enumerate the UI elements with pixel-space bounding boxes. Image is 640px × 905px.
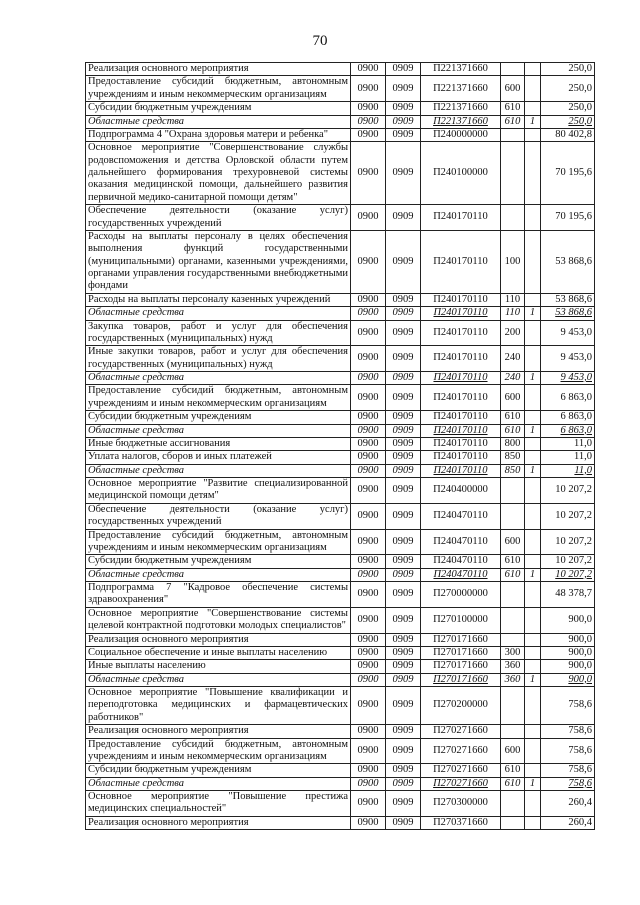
row-ministry-code: 0900 (351, 372, 386, 385)
row-name: Иные закупки товаров, работ и услуг для обеспечения государственных (муниципальных) нужд (86, 346, 351, 372)
row-expense-type: 850 (501, 451, 525, 464)
row-name: Областные средства (86, 424, 351, 437)
row-ministry-code: 0900 (351, 478, 386, 504)
row-expense-type (501, 687, 525, 725)
row-section-code: 0909 (386, 102, 421, 115)
row-target-article: П270000000 (421, 582, 501, 608)
row-ministry-code: 0900 (351, 582, 386, 608)
row-target-article: П221371660 (421, 76, 501, 102)
row-expense-type: 600 (501, 76, 525, 102)
row-expense-type: 600 (501, 385, 525, 411)
row-expense-type: 610 (501, 555, 525, 568)
row-section-code: 0909 (386, 777, 421, 790)
row-funding-source (525, 320, 541, 346)
row-ministry-code: 0900 (351, 115, 386, 128)
row-expense-type: 360 (501, 673, 525, 686)
row-section-code: 0909 (386, 372, 421, 385)
row-ministry-code: 0900 (351, 607, 386, 633)
row-funding-source (525, 816, 541, 829)
table-row (86, 63, 595, 76)
row-target-article: П221371660 (421, 102, 501, 115)
row-funding-source: 1 (525, 464, 541, 477)
row-amount: 900,0 (541, 673, 595, 686)
row-ministry-code: 0900 (351, 385, 386, 411)
row-target-article: П270271660 (421, 725, 501, 738)
row-name: Подпрограмма 7 "Кадровое обеспечение системы здравоохранения" (86, 582, 351, 608)
row-funding-source (525, 633, 541, 646)
row-amount: 900,0 (541, 646, 595, 659)
row-name: Предоставление субсидий бюджетным, автономным учреждениям и иным некоммерческим организациям (86, 529, 351, 555)
row-section-code: 0909 (386, 424, 421, 437)
row-target-article: П240170110 (421, 320, 501, 346)
row-section-code: 0909 (386, 764, 421, 777)
row-expense-type: 610 (501, 568, 525, 581)
row-ministry-code: 0900 (351, 320, 386, 346)
table-row (86, 478, 595, 504)
row-ministry-code: 0900 (351, 464, 386, 477)
row-funding-source: 1 (525, 673, 541, 686)
row-amount: 10 207,2 (541, 568, 595, 581)
row-funding-source: 1 (525, 372, 541, 385)
row-funding-source (525, 725, 541, 738)
row-funding-source: 1 (525, 777, 541, 790)
row-target-article: П240170110 (421, 424, 501, 437)
table-row (86, 142, 595, 205)
row-ministry-code: 0900 (351, 555, 386, 568)
row-section-code: 0909 (386, 411, 421, 424)
row-amount: 9 453,0 (541, 346, 595, 372)
row-target-article: П240000000 (421, 128, 501, 141)
table-row (86, 102, 595, 115)
row-target-article: П240470110 (421, 503, 501, 529)
row-amount: 70 195,6 (541, 142, 595, 205)
table-row (86, 725, 595, 738)
row-target-article: П240470110 (421, 529, 501, 555)
row-target-article: П270171660 (421, 646, 501, 659)
row-amount: 900,0 (541, 660, 595, 673)
row-section-code: 0909 (386, 607, 421, 633)
row-amount: 10 207,2 (541, 478, 595, 504)
row-funding-source (525, 205, 541, 231)
row-funding-source (525, 63, 541, 76)
row-ministry-code: 0900 (351, 128, 386, 141)
row-section-code: 0909 (386, 738, 421, 764)
row-target-article: П240470110 (421, 568, 501, 581)
row-amount: 758,6 (541, 738, 595, 764)
row-expense-type (501, 607, 525, 633)
row-ministry-code: 0900 (351, 424, 386, 437)
row-funding-source: 1 (525, 307, 541, 320)
row-expense-type: 610 (501, 424, 525, 437)
row-funding-source (525, 346, 541, 372)
table-row (86, 791, 595, 817)
row-funding-source (525, 478, 541, 504)
table-row (86, 385, 595, 411)
row-funding-source (525, 503, 541, 529)
row-section-code: 0909 (386, 503, 421, 529)
row-name: Основное мероприятие "Повышение квалификации и переподготовка медицинских и фармацевтических работников" (86, 687, 351, 725)
table-row-regional-funds (86, 673, 595, 686)
row-target-article: П240400000 (421, 478, 501, 504)
row-target-article: П240170110 (421, 372, 501, 385)
row-target-article: П240170110 (421, 230, 501, 293)
table-row (86, 816, 595, 829)
row-name: Основное мероприятие "Повышение престижа медицинских специальностей" (86, 791, 351, 817)
row-funding-source (525, 128, 541, 141)
row-amount: 11,0 (541, 464, 595, 477)
row-target-article: П270271660 (421, 777, 501, 790)
row-section-code: 0909 (386, 115, 421, 128)
row-amount: 758,6 (541, 725, 595, 738)
row-ministry-code: 0900 (351, 738, 386, 764)
row-name: Предоставление субсидий бюджетным, автономным учреждениям и иным некоммерческим организациям (86, 76, 351, 102)
row-expense-type: 600 (501, 738, 525, 764)
table-row (86, 582, 595, 608)
row-funding-source (525, 607, 541, 633)
row-name: Социальное обеспечение и иные выплаты населению (86, 646, 351, 659)
table-row-regional-funds (86, 372, 595, 385)
row-name: Реализация основного мероприятия (86, 633, 351, 646)
row-target-article: П240170110 (421, 205, 501, 231)
row-ministry-code: 0900 (351, 764, 386, 777)
row-amount: 10 207,2 (541, 503, 595, 529)
row-name: Предоставление субсидий бюджетным, автономным учреждениям и иным некоммерческим организациям (86, 738, 351, 764)
row-funding-source (525, 660, 541, 673)
row-target-article: П270300000 (421, 791, 501, 817)
row-ministry-code: 0900 (351, 777, 386, 790)
row-section-code: 0909 (386, 320, 421, 346)
row-name: Закупка товаров, работ и услуг для обеспечения государственных (муниципальных) нужд (86, 320, 351, 346)
table-row (86, 320, 595, 346)
table-row (86, 128, 595, 141)
row-amount: 48 378,7 (541, 582, 595, 608)
row-section-code: 0909 (386, 346, 421, 372)
row-section-code: 0909 (386, 478, 421, 504)
row-ministry-code: 0900 (351, 687, 386, 725)
row-expense-type: 110 (501, 293, 525, 306)
row-expense-type (501, 725, 525, 738)
row-name: Областные средства (86, 568, 351, 581)
row-funding-source (525, 529, 541, 555)
row-name: Субсидии бюджетным учреждениям (86, 411, 351, 424)
row-expense-type: 240 (501, 372, 525, 385)
table-row (86, 607, 595, 633)
row-name: Областные средства (86, 372, 351, 385)
row-section-code: 0909 (386, 142, 421, 205)
page-number: 70 (312, 33, 328, 49)
row-target-article: П270271660 (421, 738, 501, 764)
row-section-code: 0909 (386, 633, 421, 646)
table-row (86, 293, 595, 306)
row-target-article: П270200000 (421, 687, 501, 725)
row-target-article: П221371660 (421, 115, 501, 128)
row-section-code: 0909 (386, 76, 421, 102)
table-row (86, 503, 595, 529)
row-section-code: 0909 (386, 307, 421, 320)
row-expense-type: 600 (501, 529, 525, 555)
row-target-article: П270171660 (421, 660, 501, 673)
row-target-article: П240170110 (421, 451, 501, 464)
table-row (86, 633, 595, 646)
row-section-code: 0909 (386, 205, 421, 231)
row-expense-type: 610 (501, 777, 525, 790)
row-name: Субсидии бюджетным учреждениям (86, 764, 351, 777)
row-target-article: П240470110 (421, 555, 501, 568)
row-amount: 53 868,6 (541, 230, 595, 293)
row-name: Реализация основного мероприятия (86, 725, 351, 738)
row-ministry-code: 0900 (351, 451, 386, 464)
row-expense-type: 610 (501, 102, 525, 115)
row-amount: 11,0 (541, 451, 595, 464)
table-row-regional-funds (86, 115, 595, 128)
row-amount: 9 453,0 (541, 372, 595, 385)
row-section-code: 0909 (386, 63, 421, 76)
row-amount: 80 402,8 (541, 128, 595, 141)
row-expense-type (501, 142, 525, 205)
row-expense-type: 850 (501, 464, 525, 477)
row-ministry-code: 0900 (351, 76, 386, 102)
row-amount: 900,0 (541, 633, 595, 646)
row-amount: 250,0 (541, 102, 595, 115)
row-funding-source (525, 293, 541, 306)
row-amount: 11,0 (541, 437, 595, 450)
row-amount: 758,6 (541, 687, 595, 725)
row-amount: 53 868,6 (541, 293, 595, 306)
row-section-code: 0909 (386, 660, 421, 673)
row-target-article: П240170110 (421, 385, 501, 411)
row-section-code: 0909 (386, 230, 421, 293)
row-amount: 70 195,6 (541, 205, 595, 231)
row-name: Основное мероприятие "Совершенствование системы целевой контрактной подготовки молодых специалистов" (86, 607, 351, 633)
row-name: Уплата налогов, сборов и иных платежей (86, 451, 351, 464)
row-funding-source (525, 791, 541, 817)
row-section-code: 0909 (386, 464, 421, 477)
row-section-code: 0909 (386, 451, 421, 464)
row-name: Областные средства (86, 777, 351, 790)
table-row (86, 738, 595, 764)
row-expense-type: 800 (501, 437, 525, 450)
row-name: Реализация основного мероприятия (86, 63, 351, 76)
table-row (86, 660, 595, 673)
row-amount: 260,4 (541, 816, 595, 829)
table-row-regional-funds (86, 464, 595, 477)
row-ministry-code: 0900 (351, 633, 386, 646)
row-funding-source (525, 764, 541, 777)
table-row (86, 230, 595, 293)
row-section-code: 0909 (386, 529, 421, 555)
row-section-code: 0909 (386, 673, 421, 686)
row-expense-type: 240 (501, 346, 525, 372)
row-ministry-code: 0900 (351, 529, 386, 555)
row-amount: 250,0 (541, 63, 595, 76)
row-expense-type (501, 791, 525, 817)
row-section-code: 0909 (386, 128, 421, 141)
row-expense-type (501, 582, 525, 608)
row-name: Областные средства (86, 115, 351, 128)
row-funding-source (525, 451, 541, 464)
table-row (86, 555, 595, 568)
table-row (86, 529, 595, 555)
row-section-code: 0909 (386, 555, 421, 568)
row-amount: 758,6 (541, 777, 595, 790)
row-funding-source (525, 102, 541, 115)
row-ministry-code: 0900 (351, 725, 386, 738)
table-row-regional-funds (86, 424, 595, 437)
table-row (86, 76, 595, 102)
row-section-code: 0909 (386, 385, 421, 411)
row-target-article: П240170110 (421, 293, 501, 306)
row-expense-type: 360 (501, 660, 525, 673)
table-row (86, 451, 595, 464)
row-target-article: П270171660 (421, 673, 501, 686)
row-section-code: 0909 (386, 725, 421, 738)
row-name: Подпрограмма 4 "Охрана здоровья матери и ребенка" (86, 128, 351, 141)
row-expense-type (501, 63, 525, 76)
row-target-article: П240170110 (421, 307, 501, 320)
row-expense-type (501, 205, 525, 231)
row-ministry-code: 0900 (351, 660, 386, 673)
row-amount: 250,0 (541, 76, 595, 102)
row-expense-type: 100 (501, 230, 525, 293)
budget-table (85, 62, 595, 830)
row-name: Субсидии бюджетным учреждениям (86, 102, 351, 115)
row-amount: 6 863,0 (541, 385, 595, 411)
row-amount: 900,0 (541, 607, 595, 633)
table-row (86, 687, 595, 725)
row-name: Основное мероприятие "Развитие специализированной медицинской помощи детям" (86, 478, 351, 504)
row-target-article: П270100000 (421, 607, 501, 633)
table-row (86, 646, 595, 659)
row-funding-source (525, 738, 541, 764)
row-target-article: П240170110 (421, 464, 501, 477)
budget-table-body (86, 63, 595, 830)
row-amount: 53 868,6 (541, 307, 595, 320)
row-ministry-code: 0900 (351, 411, 386, 424)
row-amount: 250,0 (541, 115, 595, 128)
row-ministry-code: 0900 (351, 437, 386, 450)
table-row (86, 346, 595, 372)
row-section-code: 0909 (386, 646, 421, 659)
row-funding-source: 1 (525, 568, 541, 581)
table-row (86, 437, 595, 450)
row-funding-source (525, 76, 541, 102)
row-target-article: П240170110 (421, 346, 501, 372)
row-name: Расходы на выплаты персоналу казенных учреждений (86, 293, 351, 306)
row-expense-type (501, 128, 525, 141)
row-amount: 10 207,2 (541, 529, 595, 555)
row-ministry-code: 0900 (351, 63, 386, 76)
row-funding-source (525, 142, 541, 205)
row-expense-type: 610 (501, 764, 525, 777)
row-expense-type (501, 503, 525, 529)
row-funding-source (525, 687, 541, 725)
row-ministry-code: 0900 (351, 102, 386, 115)
row-section-code: 0909 (386, 582, 421, 608)
row-funding-source (525, 582, 541, 608)
row-target-article: П270271660 (421, 764, 501, 777)
row-name: Иные выплаты населению (86, 660, 351, 673)
row-amount: 260,4 (541, 791, 595, 817)
row-expense-type (501, 478, 525, 504)
row-section-code: 0909 (386, 791, 421, 817)
table-row (86, 205, 595, 231)
table-row-regional-funds (86, 568, 595, 581)
row-target-article: П240170110 (421, 437, 501, 450)
row-name: Предоставление субсидий бюджетным, автономным учреждениям и иным некоммерческим организациям (86, 385, 351, 411)
row-section-code: 0909 (386, 293, 421, 306)
table-row (86, 411, 595, 424)
row-ministry-code: 0900 (351, 142, 386, 205)
row-expense-type: 610 (501, 115, 525, 128)
row-amount: 6 863,0 (541, 424, 595, 437)
row-funding-source (525, 385, 541, 411)
row-target-article: П240170110 (421, 411, 501, 424)
row-target-article: П270171660 (421, 633, 501, 646)
row-target-article: П221371660 (421, 63, 501, 76)
row-ministry-code: 0900 (351, 646, 386, 659)
row-amount: 758,6 (541, 764, 595, 777)
row-expense-type: 300 (501, 646, 525, 659)
row-section-code: 0909 (386, 437, 421, 450)
row-name: Областные средства (86, 673, 351, 686)
row-amount: 9 453,0 (541, 320, 595, 346)
row-funding-source (525, 411, 541, 424)
table-row-regional-funds (86, 777, 595, 790)
row-ministry-code: 0900 (351, 307, 386, 320)
row-funding-source (525, 646, 541, 659)
row-section-code: 0909 (386, 687, 421, 725)
row-ministry-code: 0900 (351, 673, 386, 686)
row-ministry-code: 0900 (351, 791, 386, 817)
row-funding-source (525, 230, 541, 293)
row-funding-source (525, 437, 541, 450)
row-target-article: П240100000 (421, 142, 501, 205)
row-name: Областные средства (86, 464, 351, 477)
row-expense-type: 610 (501, 411, 525, 424)
row-funding-source (525, 555, 541, 568)
row-expense-type: 110 (501, 307, 525, 320)
row-name: Областные средства (86, 307, 351, 320)
row-ministry-code: 0900 (351, 293, 386, 306)
table-row-regional-funds (86, 307, 595, 320)
row-ministry-code: 0900 (351, 346, 386, 372)
row-funding-source: 1 (525, 115, 541, 128)
row-ministry-code: 0900 (351, 816, 386, 829)
row-name: Расходы на выплаты персоналу в целях обеспечения выполнения функций государственными (муниципальными) органами, казенными учреждениями, органами управления государственными внебюджетными фондами (86, 230, 351, 293)
row-expense-type: 200 (501, 320, 525, 346)
row-section-code: 0909 (386, 816, 421, 829)
row-section-code: 0909 (386, 568, 421, 581)
row-name: Обеспечение деятельности (оказание услуг) государственных учреждений (86, 503, 351, 529)
row-name: Обеспечение деятельности (оказание услуг) государственных учреждений (86, 205, 351, 231)
row-ministry-code: 0900 (351, 230, 386, 293)
row-funding-source: 1 (525, 424, 541, 437)
row-ministry-code: 0900 (351, 568, 386, 581)
row-expense-type (501, 633, 525, 646)
row-ministry-code: 0900 (351, 205, 386, 231)
row-amount: 6 863,0 (541, 411, 595, 424)
row-ministry-code: 0900 (351, 503, 386, 529)
row-target-article: П270371660 (421, 816, 501, 829)
row-expense-type (501, 816, 525, 829)
row-name: Основное мероприятие "Совершенствование службы родовспоможения и детства Орловской области путем дальнейшего формирования трехуровневой системы оказания медицинской помощи, дальнейшего развития первичной медико-санитарной помощи детям" (86, 142, 351, 205)
row-name: Реализация основного мероприятия (86, 816, 351, 829)
row-name: Иные бюджетные ассигнования (86, 437, 351, 450)
table-row (86, 764, 595, 777)
row-name: Субсидии бюджетным учреждениям (86, 555, 351, 568)
row-amount: 10 207,2 (541, 555, 595, 568)
